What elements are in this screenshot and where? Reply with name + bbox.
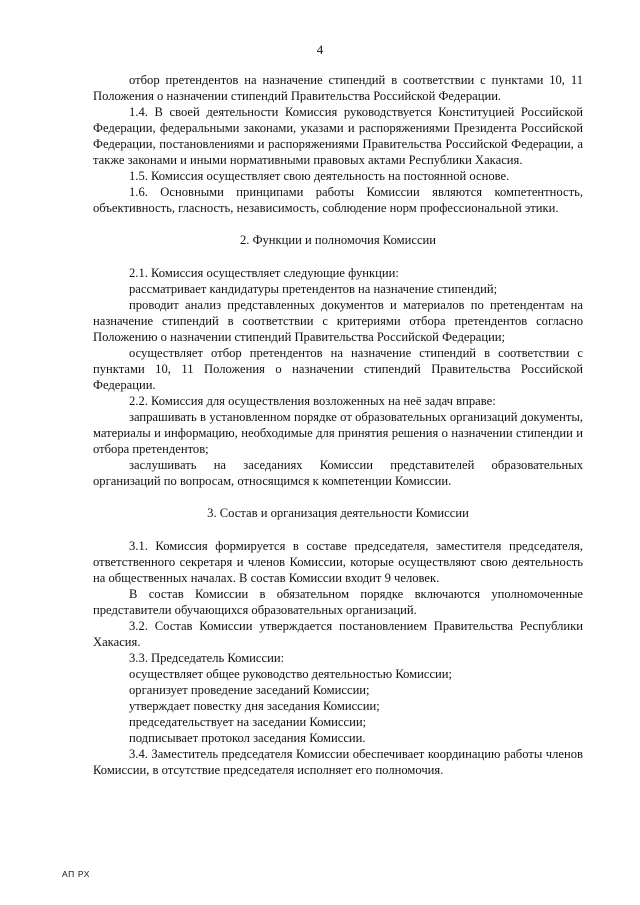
section-heading-3: 3. Состав и организация деятельности Комиссии xyxy=(207,506,469,520)
paragraph-2-2: 2.2. Комиссия для осуществления возложенных на неё задач вправе: xyxy=(129,394,496,408)
paragraph-3-2: 3.2. Состав Комиссии утверждается постановлением Правительства Республики Хакасия. xyxy=(93,619,583,649)
list-item: подписывает протокол заседания Комиссии. xyxy=(129,731,366,745)
paragraph-3-1: 3.1. Комиссия формируется в составе председателя, заместителя председателя, ответственного секретаря и членов Комиссии, которые осуществляют свою деятельность на общественных началах. В состав Комиссии входит 9 человек. xyxy=(93,539,583,585)
paragraph-2-1: 2.1. Комиссия осуществляет следующие функции: xyxy=(129,266,399,280)
list-item: организует проведение заседаний Комиссии; xyxy=(129,683,370,697)
list-item: запрашивать в установленном порядке от образовательных организаций документы, материалы и информацию, необходимые для принятия решения о назначении стипендии и отбора претендентов; xyxy=(93,410,583,456)
page-number: 4 xyxy=(316,42,324,57)
paragraph-3-4: 3.4. Заместитель председателя Комиссии обеспечивает координацию работы членов Комиссии, в отсутствие председателя исполняет его полномочия. xyxy=(93,747,583,777)
list-item: осуществляет общее руководство деятельностью Комиссии; xyxy=(129,667,453,681)
paragraph-3-1-b: В состав Комиссии в обязательном порядке включаются уполномоченные представители обучающихся образовательных организаций. xyxy=(93,587,583,617)
footer-mark: АП РХ xyxy=(62,869,91,879)
document-body xyxy=(93,72,583,778)
paragraph-1-5: 1.5. Комиссия осуществляет свою деятельность на постоянной основе. xyxy=(129,169,510,183)
list-item: заслушивать на заседаниях Комиссии представителей образовательных организаций по вопросам, относящимся к компетенции Комиссии. xyxy=(93,458,583,488)
list-item: осуществляет отбор претендентов на назначение стипендий в соответствии с пунктами 10, 11 Положения о назначении стипендий Правительства Российской Федерации. xyxy=(93,346,583,392)
list-item: проводит анализ представленных документов и материалов по претендентам на назначение стипендий в соответствии с критериями отбора претендентов согласно Положению о назначении стипендий Правительства Российской Федерации; xyxy=(93,298,583,344)
paragraph-continuation: отбор претендентов на назначение стипендий в соответствии с пунктами 10, 11 Положения о назначении стипендий Правительства Российской Федерации. xyxy=(93,73,583,103)
paragraph-1-6: 1.6. Основными принципами работы Комиссии являются компетентность, объективность, гласность, независимость, соблюдение норм профессиональной этики. xyxy=(93,185,583,215)
paragraph-3-3: 3.3. Председатель Комиссии: xyxy=(129,651,285,665)
list-item: рассматривает кандидатуры претендентов на назначение стипендий; xyxy=(129,282,498,296)
paragraph-1-4: 1.4. В своей деятельности Комиссия руководствуется Конституцией Российской Федерации, федеральными законами, указами и распоряжениями Президента Российской Федерации, постановлениями и распоряжениями Правительства Российской Федерации, а также законами и иными нормативными правовых актами Республики Хакасия. xyxy=(93,105,583,167)
list-item: утверждает повестку дня заседания Комиссии; xyxy=(129,699,380,713)
list-item: председательствует на заседании Комиссии; xyxy=(129,715,367,729)
section-heading-2: 2. Функции и полномочия Комиссии xyxy=(239,233,437,247)
